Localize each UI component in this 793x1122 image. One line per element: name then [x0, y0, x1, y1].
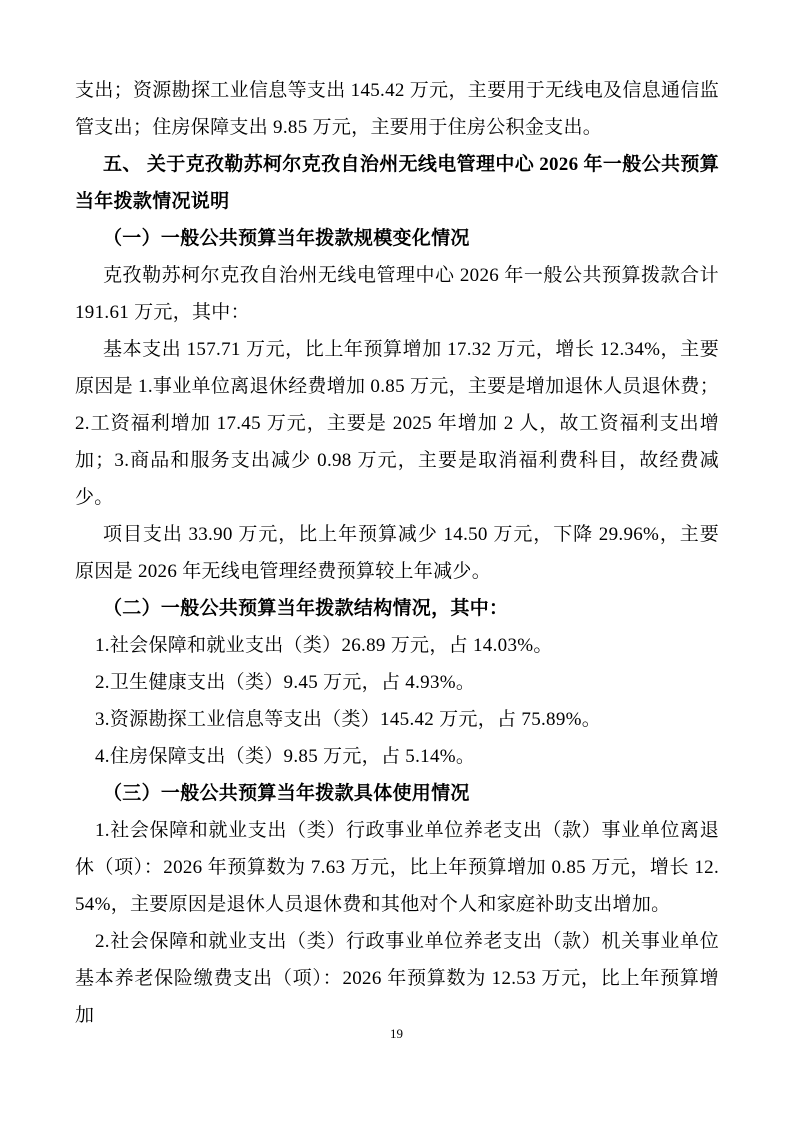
- heading-subsection-3: （三）一般公共预算当年拨款具体使用情况: [103, 783, 470, 804]
- heading-subsection-2: （二）一般公共预算当年拨款结构情况，其中：: [103, 598, 509, 619]
- paragraph-expenditure-continuation: 支出；资源勘探工业信息等支出 145.42 万元，主要用于无线电及信息通信监管支出；住房保障支出 9.85 万元，主要用于住房公积金支出。: [75, 80, 719, 138]
- page-body-text: [75, 72, 719, 1034]
- paragraph-usage-item-2: 2.社会保障和就业支出（类）行政事业单位养老支出（款）机关事业单位基本养老保险缴费支出（项）：2026 年预算数为 12.53 万元，比上年预算增加: [75, 931, 719, 1026]
- paragraph-total-allocation: 克孜勒苏柯尔克孜自治州无线电管理中心 2026 年一般公共预算拨款合计 191.61 万元，其中：: [75, 265, 719, 323]
- list-item-resource-exploration: 3.资源勘探工业信息等支出（类）145.42 万元，占 75.89%。: [95, 709, 602, 730]
- page-number: 19: [390, 1026, 403, 1041]
- list-item-housing: 4.住房保障支出（类）9.85 万元，占 5.14%。: [95, 746, 476, 767]
- heading-section-5: 五、 关于克孜勒苏柯尔克孜自治州无线电管理中心 2026 年一般公共预算当年拨款情况说明: [75, 154, 719, 212]
- paragraph-usage-item-1: 1.社会保障和就业支出（类）行政事业单位养老支出（款）事业单位离退休（项）：2026 年预算数为 7.63 万元，比上年预算增加 0.85 万元，增长 12.54%，主要原因是退休人员退休费和其他对个人和家庭补助支出增加。: [75, 820, 719, 915]
- list-item-health: 2.卫生健康支出（类）9.45 万元，占 4.93%。: [95, 672, 476, 693]
- paragraph-project-expenditure: 项目支出 33.90 万元，比上年预算减少 14.50 万元，下降 29.96%，主要原因是 2026 年无线电管理经费预算较上年减少。: [75, 524, 719, 582]
- list-item-social-security: 1.社会保障和就业支出（类）26.89 万元，占 14.03%。: [95, 635, 553, 656]
- paragraph-basic-expenditure: 基本支出 157.71 万元，比上年预算增加 17.32 万元，增长 12.34%，主要原因是 1.事业单位离退休经费增加 0.85 万元，主要是增加退休人员退休费；2.工资福利增加 17.45 万元，主要是 2025 年增加 2 人，故工资福利支出增加；3.商品和服务支出减少 0.98 万元，主要是取消福利费科目，故经费减少。: [75, 339, 719, 508]
- heading-subsection-1: （一）一般公共预算当年拨款规模变化情况: [103, 228, 470, 249]
